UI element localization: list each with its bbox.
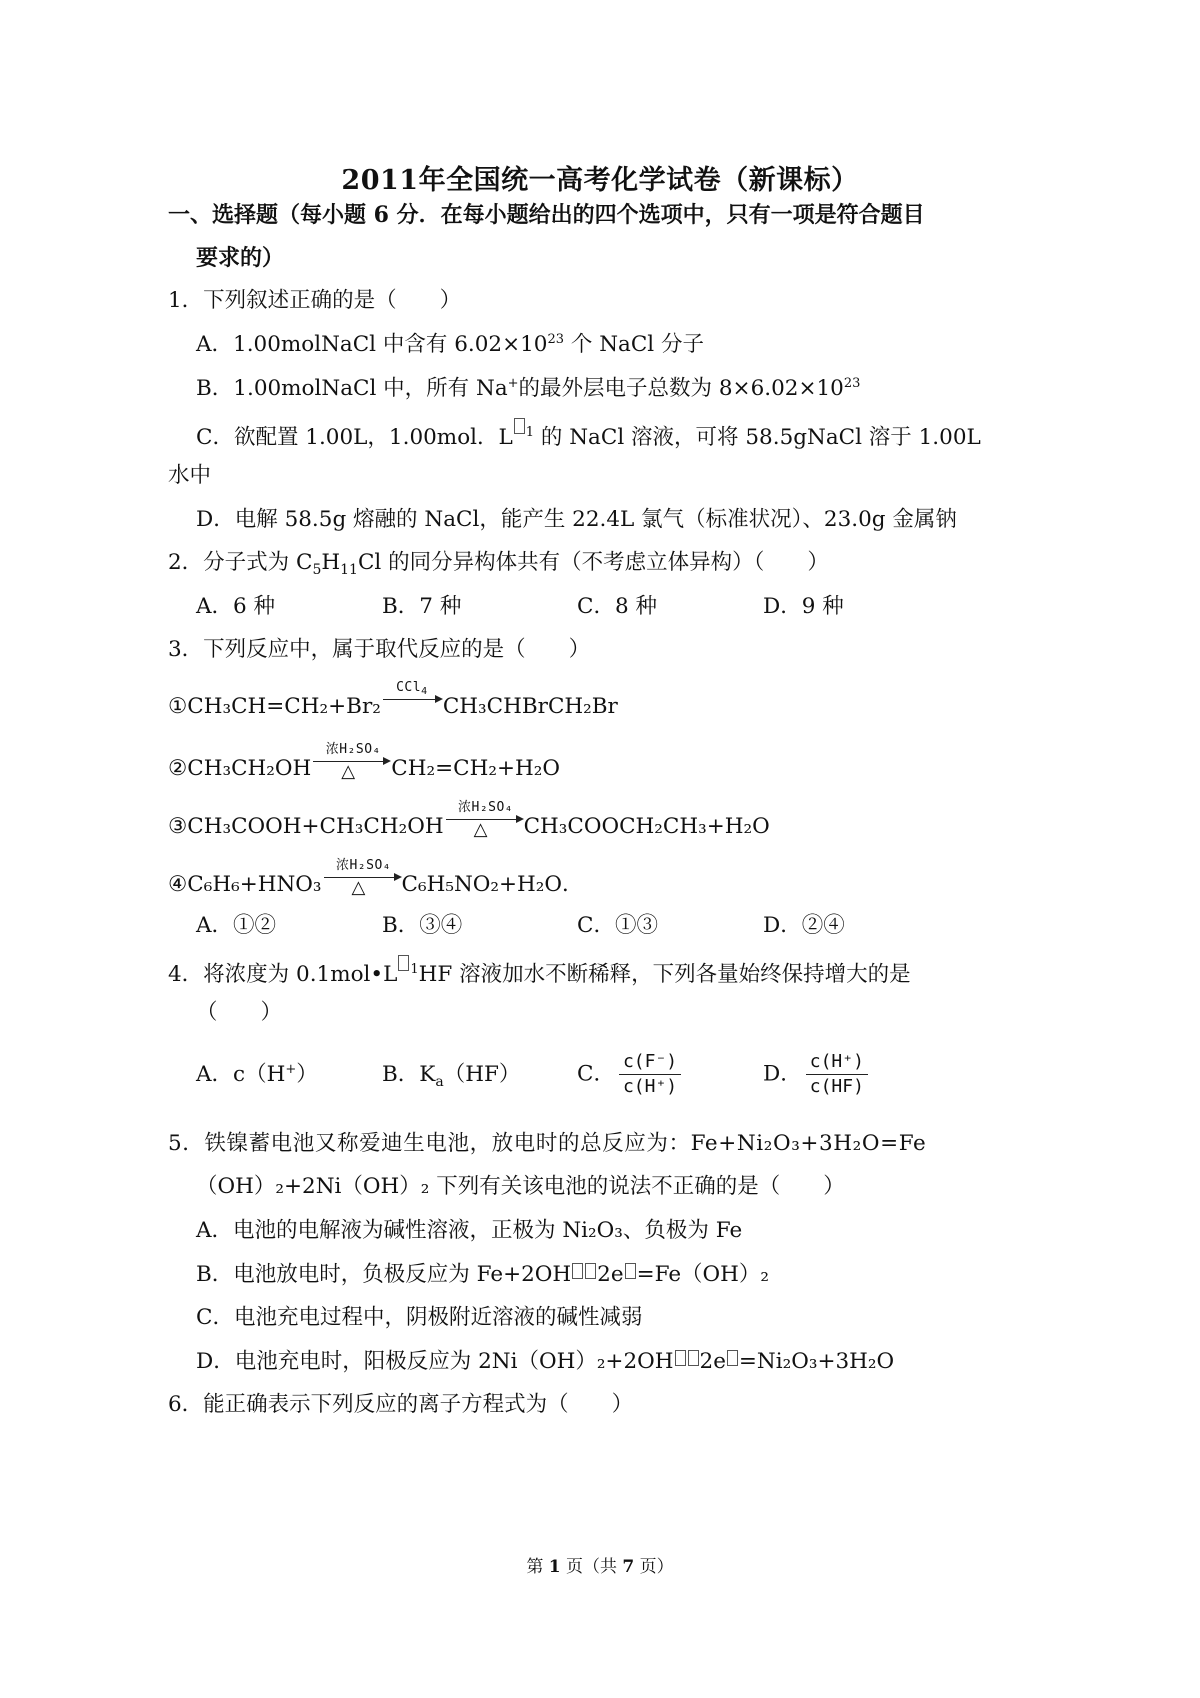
text: B．电池放电时，负极反应为 Fe+2OH: [196, 1262, 572, 1287]
q3-stem: 3．下列反应中，属于取代反应的是（ ）: [168, 637, 591, 662]
q5-stem: 5．铁镍蓄电池又称爱迪生电池，放电时的总反应为：Fe+Ni₂O₃+3H₂O=Fe: [168, 1131, 927, 1156]
superscript: +: [285, 1062, 297, 1077]
ccl-text: CCl: [396, 680, 422, 695]
missing-glyph-box: [398, 955, 409, 971]
q2-option-c: C．8 种: [577, 594, 657, 619]
superscript-digit: 1: [410, 962, 419, 977]
missing-glyph-box: [688, 1350, 699, 1366]
q3-reaction-3: [168, 800, 770, 842]
missing-glyph-box: [514, 418, 525, 434]
q5-option-a: A．电池的电解液为碱性溶液，正极为 Ni₂O₃、负极为 Fe: [196, 1218, 743, 1243]
superscript: 23: [547, 332, 565, 347]
fraction-denominator: c(HF): [809, 1076, 864, 1097]
condition-text: 浓H₂SO₄: [458, 800, 514, 815]
condition-text: [385, 673, 439, 707]
page-total: 7: [622, 1557, 635, 1577]
option-label: C．: [577, 1061, 615, 1087]
fraction: [619, 1050, 681, 1099]
q4-option-a: [196, 1060, 318, 1090]
products: CH₂=CH₂+H₂O: [391, 756, 560, 781]
q4-stem: [168, 955, 911, 990]
products: C₆H₅NO₂+H₂O．: [401, 872, 584, 897]
reaction-condition: [324, 858, 400, 898]
condition-text: 浓H₂SO₄: [335, 858, 392, 873]
reaction-condition: [383, 680, 441, 719]
text: 2．分子式为 C: [168, 550, 313, 575]
q4-option-b: [382, 1060, 520, 1090]
heat-triangle-icon: △: [341, 761, 356, 782]
missing-glyph-box: [625, 1263, 636, 1279]
missing-glyph-box: [585, 1263, 596, 1279]
text: 的最外层电子总数为 8×6.02×10: [518, 376, 844, 401]
q3-option-b: B．③④: [382, 913, 463, 938]
text: =Fe（OH）₂: [636, 1262, 770, 1287]
reactants: ①CH₃CH=CH₂+Br₂: [168, 694, 381, 719]
missing-glyph-box: [675, 1350, 686, 1366]
q1-option-c: [196, 418, 981, 453]
fraction-numerator: c(H⁺): [806, 1050, 868, 1075]
text: 4．将浓度为 0.1mol•L: [168, 962, 398, 987]
subscript: 5: [312, 562, 322, 578]
q1-option-a: [196, 330, 704, 360]
q3-reaction-1: [168, 680, 618, 722]
q5-option-c: C．电池充电过程中，阴极附近溶液的碱性减弱: [196, 1305, 643, 1330]
q2-option-a: A．6 种: [196, 594, 276, 619]
text: 个 NaCl 分子: [564, 332, 704, 357]
q3-reaction-4: [168, 858, 584, 900]
reactants: ③CH₃COOH+CH₃CH₂OH: [168, 814, 444, 839]
q3-option-a: A．①②: [196, 913, 277, 938]
page-footer: [0, 1552, 1200, 1577]
subscript: a: [435, 1074, 444, 1090]
text: B．K: [382, 1062, 436, 1087]
subscript: 4: [421, 686, 428, 697]
text: =Ni₂O₃+3H₂O: [738, 1349, 895, 1374]
superscript: +: [507, 376, 519, 391]
q3-option-c: C．①③: [577, 913, 658, 938]
text: D．电池充电时，阳极反应为 2Ni（OH）₂+2OH: [196, 1349, 674, 1374]
reaction-condition: [446, 800, 522, 840]
q5-option-b: [196, 1260, 769, 1290]
reaction-condition: [313, 742, 389, 782]
q4-stem-cont: （ ）: [196, 1000, 283, 1025]
q2-option-d: D．9 种: [763, 594, 844, 619]
arrow-icon: [383, 699, 441, 700]
products: CH₃CHBrCH₂Br: [442, 694, 618, 719]
products: CH₃COOCH₂CH₃+H₂O: [523, 814, 770, 839]
section-heading-cont: 要求的）: [196, 245, 285, 271]
q5-option-d: [196, 1347, 894, 1377]
option-label: D．: [763, 1061, 802, 1087]
q6-stem: 6．能正确表示下列反应的离子方程式为（ ）: [168, 1392, 634, 1417]
reactants: ④C₆H₆+HNO₃: [168, 872, 322, 897]
text: A．c（H: [196, 1062, 286, 1087]
fraction-denominator: c(H⁺): [622, 1076, 678, 1097]
footer-text: 页）: [634, 1557, 674, 1577]
text: A．1.00molNaCl 中含有 6.02×10: [196, 332, 548, 357]
superscript: [397, 962, 418, 977]
text: B．1.00molNaCl 中，所有 Na: [196, 376, 508, 401]
subscript: 11: [340, 562, 358, 578]
heat-triangle-icon: △: [351, 877, 366, 898]
text: HF 溶液加水不断稀释，下列各量始终保持增大的是: [418, 962, 911, 987]
q1-stem: 1．下列叙述正确的是（ ）: [168, 288, 462, 313]
fraction: [806, 1050, 868, 1099]
q1-option-d: D．电解 58.5g 熔融的 NaCl，能产生 22.4L 氯气（标准状况）、23.0g 金属钠: [196, 507, 957, 532]
missing-glyph-box: [727, 1350, 738, 1366]
text: H: [321, 550, 341, 575]
superscript: 23: [843, 376, 861, 391]
text: ）: [296, 1062, 318, 1087]
q2-option-b: B．7 种: [382, 594, 462, 619]
text: C．欲配置 1.00L，1.00mol．L: [196, 425, 513, 450]
q1-option-c-cont: 水中: [168, 463, 212, 488]
q3-option-d: D．②④: [763, 913, 845, 938]
text: 的 NaCl 溶液，可将 58.5gNaCl 溶于 1.00L: [534, 425, 981, 450]
text: （HF）: [443, 1062, 521, 1087]
page-number: 1: [548, 1557, 561, 1577]
q1-option-b: [196, 374, 860, 404]
fraction-numerator: c(F⁻): [619, 1050, 681, 1075]
text: 2e: [597, 1262, 624, 1287]
text: Cl 的同分异构体共有（不考虑立体异构）（ ）: [357, 550, 829, 575]
condition-text: 浓H₂SO₄: [325, 742, 381, 757]
q3-reaction-2: [168, 742, 560, 784]
section-heading: 一、选择题（每小题 6 分．在每小题给出的四个选项中，只有一项是符合题目: [168, 202, 925, 228]
q5-stem-cont: （OH）₂+2Ni（OH）₂ 下列有关该电池的说法不正确的是（ ）: [196, 1174, 845, 1199]
footer-text: 页（共: [560, 1557, 623, 1577]
q4-option-d: [763, 1050, 868, 1099]
missing-glyph-box: [572, 1263, 583, 1279]
heat-triangle-icon: △: [473, 819, 488, 840]
footer-text: 第: [526, 1557, 549, 1577]
superscript-digit: 1: [525, 425, 535, 440]
q2-stem: [168, 548, 829, 578]
reactants: ②CH₃CH₂OH: [168, 756, 312, 781]
page-title: 2011年全国统一高考化学试卷（新课标）: [341, 165, 859, 196]
q4-option-c: [577, 1050, 681, 1099]
text: 2e: [699, 1349, 726, 1374]
superscript: [513, 425, 534, 440]
